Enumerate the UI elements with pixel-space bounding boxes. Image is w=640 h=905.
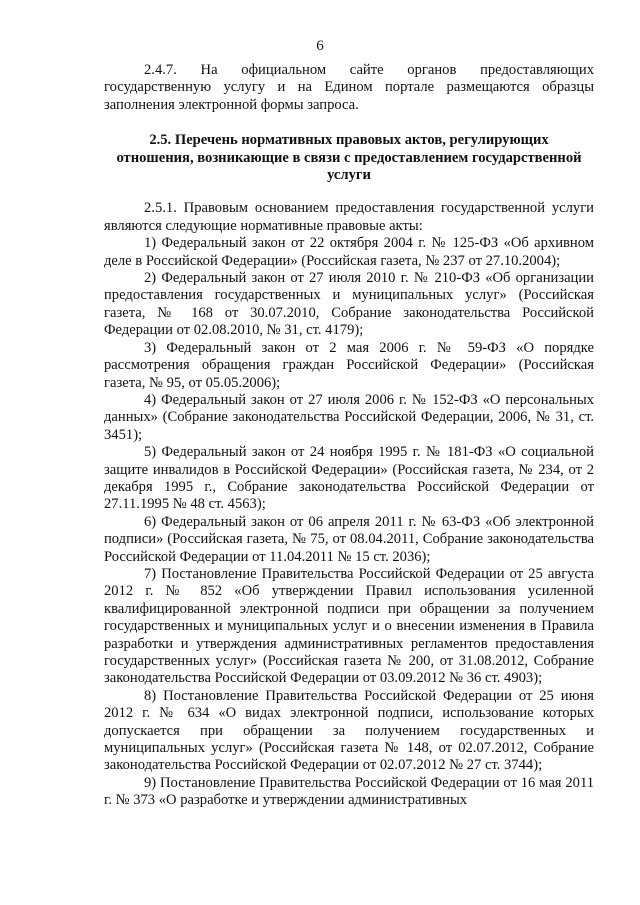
page-number: 6 [316, 38, 324, 54]
list-item-law-7: 7) Постановление Правительства Российской Федерации от 25 августа 2012 г. № 852 «Об утверждении Правил использования усиленной квалифицированной электронной подписи при обращении за получением государственных и муниципальных услуг и о внесении изменения в Правила разработки и утверждения административных регламентов предоставления государственных услуг» (Российская газета № 200, от 31.08.2012, Собрание законодательства Российской Федерации от 03.09.2012 № 36 ст. 4903); [104, 565, 594, 687]
list-item-law-3: 3) Федеральный закон от 2 мая 2006 г. № 59-ФЗ «О порядке рассмотрения обращения граждан Российской Федерации» (Российская газета, № 95, от 05.05.2006); [104, 339, 594, 391]
list-item-law-1: 1) Федеральный закон от 22 октября 2004 г. № 125-ФЗ «Об архивном деле в Российской Федерации» (Российская газета, № 237 от 27.10.2004); [104, 235, 594, 269]
list-item-law-5: 5) Федеральный закон от 24 ноября 1995 г. № 181-ФЗ «О социальной защите инвалидов в Российской Федерации» (Российская газета, № 234, от 2 декабря 1995 г., Собрание законодательства Российской Федерации от 27.11.1995 № 48 ст. 4563); [104, 444, 594, 513]
list-item-law-2: 2) Федеральный закон от 27 июля 2010 г. № 210-ФЗ «Об организации предоставления государственных и муниципальных услуг» (Российская газета, № 168 от 30.07.2010, Собрание законодательства Российской Федерации от 02.08.2010, № 31, ст. 4179); [104, 270, 594, 339]
paragraph-2-5-1: 2.5.1. Правовым основанием предоставления государственной услуги являются следующие нормативные правовые акты: [104, 200, 594, 234]
list-item-law-6: 6) Федеральный закон от 06 апреля 2011 г. № 63-ФЗ «Об электронной подписи» (Российская газета, № 75, от 08.04.2011, Собрание законодательства Российской Федерации от 11.04.2011 № 15 ст. 2036); [104, 513, 594, 565]
list-item-law-4: 4) Федеральный закон от 27 июля 2006 г. № 152-ФЗ «О персональных данных» (Собрание законодательства Российской Федерации, 2006, № 31, ст. 3451); [104, 391, 594, 443]
list-item-law-8: 8) Постановление Правительства Российской Федерации от 25 июня 2012 г. № 634 «О видах электронной подписи, использование которых допускается при обращении за получением государственных и муниципальных услуг» (Российская газета № 148, от 02.07.2012, Собрание законодательства Российской Федерации от 02.07.2012 № 27 ст. 3744); [104, 687, 594, 774]
section-heading-2-5: 2.5. Перечень нормативных правовых актов, регулирующих отношения, возникающие в связи с предоставлением государственной услуги [116, 132, 582, 184]
list-item-law-9: 9) Постановление Правительства Российской Федерации от 16 мая 2011 г. № 373 «О разработке и утверждении административных [104, 774, 594, 809]
document-body [104, 62, 594, 810]
paragraph-2-4-7: 2.4.7. На официальном сайте органов предоставляющих государственную услугу и на Едином портале размещаются образцы заполнения электронной формы запроса. [104, 62, 594, 113]
